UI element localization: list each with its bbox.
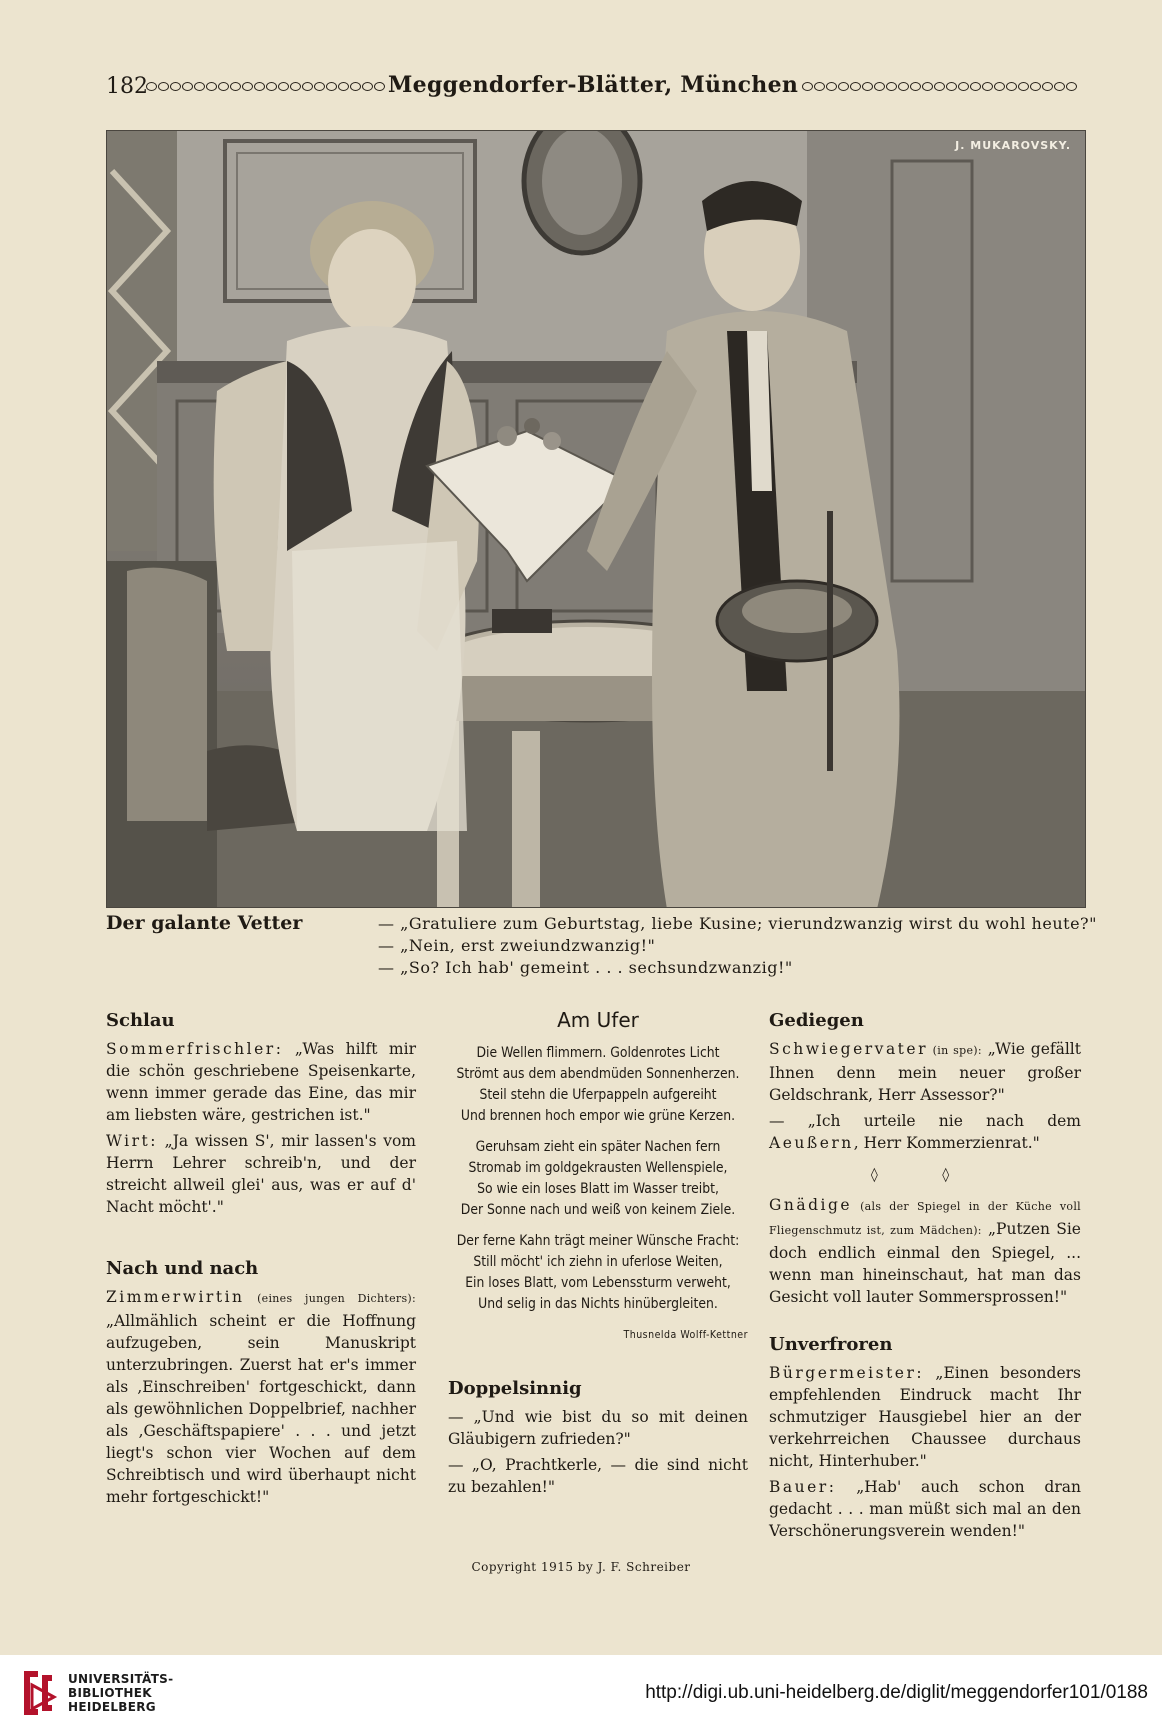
illustration-scene xyxy=(107,131,1086,908)
library-name-line: HEIDELBERG xyxy=(68,1700,156,1714)
paragraph-text: „Was hilft mir die schön geschriebene Speisenkarte, wenn immer gerade das Eine, das mir am liebsten wäre, gestrichen ist." xyxy=(106,1040,416,1124)
poem-author: Thusnelda Wolff-Kettner xyxy=(623,1329,748,1341)
section-separator: ◊ ◊ xyxy=(870,1167,980,1183)
poem-stanza-1 xyxy=(448,1043,748,1127)
doppelsinnig-line-1: — „Und wie bist du so mit deinen Gläubigern zufrieden?" xyxy=(448,1408,748,1448)
poem-line: Der Sonne nach und weiß von keinem Ziele. xyxy=(460,1202,736,1218)
speaker-name: Schwiegervater xyxy=(769,1040,928,1058)
paragraph-text: „Allmählich scheint er die Hoffnung aufzugeben, sein Manuskript unterzubringen. Zuerst hat er's immer als ‚Einschreiben' fortgeschickt, dann als gewöhnlichen Doppelbrief, nachher als ‚Geschäftspapiere' . . . und jetzt liegt's schon vier Wochen auf dem Schreibtisch und wird überhaupt nicht mehr fortgeschickt!" xyxy=(106,1312,416,1506)
poem-line: Geruhsam zieht ein später Nachen fern xyxy=(475,1139,721,1155)
gediegen-paragraph-2 xyxy=(769,1110,1081,1154)
university-library-logo-icon xyxy=(18,1667,60,1719)
speaker-name: Bauer: xyxy=(769,1478,837,1496)
poem-stanza-3 xyxy=(448,1231,748,1315)
library-name-line: UNIVERSITÄTS- xyxy=(68,1672,174,1686)
speaker-name: Sommerfrischler: xyxy=(106,1040,284,1058)
unverfroren-paragraph-2 xyxy=(769,1476,1081,1542)
gediegen-paragraph-1 xyxy=(769,1038,1081,1106)
source-url-link[interactable]: http://digi.ub.uni-heidelberg.de/diglit/meggendorfer101/0188 xyxy=(645,1682,1148,1703)
caption-line: — „Nein, erst zweiundzwanzig!" xyxy=(378,936,656,955)
page-header xyxy=(106,74,1084,104)
paragraph-text: „Einen besonders empfehlenden Eindruck macht Ihr schmutziger Hausgiebel hier an der verkehrreichen Chaussee durchaus nicht, Hinterhuber." xyxy=(769,1364,1081,1470)
journal-title: Meggendorfer-Blätter, München xyxy=(388,72,799,98)
speaker-name: Bürgermeister: xyxy=(769,1364,925,1382)
schlau-paragraph-1 xyxy=(106,1038,416,1126)
caption-line: — „So? Ich hab' gemeint . . . sechsundzwanzig!" xyxy=(378,958,793,977)
paragraph-text: „Putzen Sie doch endlich einmal den Spiegel, ... wenn man hineinschaut, hat man das Gesicht voll lauter Sommersprossen!" xyxy=(769,1220,1081,1306)
paragraph-text: „Wie gefällt Ihnen denn mein neuer großer Geldschrank, Herr Assessor?" xyxy=(769,1040,1081,1104)
library-name-line: BIBLIOTHEK xyxy=(68,1686,152,1700)
paragraph-text: — „Ich urteile nie nach dem xyxy=(769,1112,1081,1130)
caption-line: — „Gratuliere zum Geburtstag, liebe Kusine; vierundzwanzig wirst du wohl heute?" xyxy=(378,914,1097,933)
unverfroren-paragraph-1 xyxy=(769,1362,1081,1472)
right-column xyxy=(769,1010,1081,1546)
section-title-schlau: Schlau xyxy=(106,1010,175,1031)
poem-line: Und brennen hoch empor wie grüne Kerzen. xyxy=(460,1108,736,1124)
poem-title: Am Ufer xyxy=(557,1008,639,1032)
paragraph-text: , Herr Kommerzienrat." xyxy=(853,1134,1040,1152)
library-name xyxy=(68,1672,173,1714)
poem-line: Still möcht' ich ziehn in uferlose Weiten, xyxy=(473,1254,723,1270)
poem-line: Die Wellen flimmern. Goldenrotes Licht xyxy=(476,1045,720,1061)
poem-line: Stromab im goldgekrausten Wellenspiele, xyxy=(468,1160,728,1176)
poem-line: Und selig in das Nichts hinübergleiten. xyxy=(478,1296,718,1312)
section-title-nach-und-nach: Nach und nach xyxy=(106,1258,259,1279)
copyright-line: Copyright 1915 by J. F. Schreiber xyxy=(471,1560,691,1574)
section-title-doppelsinnig: Doppelsinnig xyxy=(448,1378,582,1399)
poem-line: Der ferne Kahn trägt meiner Wünsche Fracht: xyxy=(456,1233,740,1249)
speaker-name: Gnädige xyxy=(769,1196,853,1214)
caption-dialogue xyxy=(378,913,1097,979)
nach-und-nach-paragraph xyxy=(106,1286,416,1508)
emphasis-word: Aeußern xyxy=(769,1134,854,1152)
section-title-unverfroren: Unverfroren xyxy=(769,1334,893,1355)
library-footer xyxy=(0,1655,1162,1732)
speaker-note: (eines jungen Dichters): xyxy=(244,1292,416,1305)
left-column xyxy=(106,1010,416,1512)
artist-signature: J. MUKAROVSKY. xyxy=(955,139,1071,152)
speaker-note: (in spe): xyxy=(928,1044,982,1057)
paragraph-text: „Ja wissen S', mir lassen's vom Herrn Lehrer schreib'n, und der streicht allweil glei' aus, was er auf d' Nacht möcht'." xyxy=(106,1132,416,1216)
caption-title: Der galante Vetter xyxy=(106,912,303,934)
section-title-gediegen: Gediegen xyxy=(769,1010,864,1031)
illustration-galante-vetter xyxy=(106,130,1086,908)
poem-line: So wie ein loses Blatt im Wasser treibt, xyxy=(477,1181,719,1197)
speaker-name: Wirt: xyxy=(106,1132,158,1150)
speaker-name: Zimmerwirtin xyxy=(106,1288,245,1306)
page-number: 182 xyxy=(106,74,148,99)
gnaedige-paragraph xyxy=(769,1194,1081,1308)
poem-line: Strömt aus dem abendmüden Sonnenherzen. xyxy=(456,1066,740,1082)
poem-line: Steil stehn die Uferpappeln aufgereiht xyxy=(479,1087,717,1103)
poem-line: Ein loses Blatt, vom Lebenssturm verweht, xyxy=(465,1275,731,1291)
header-ornament-left xyxy=(146,82,385,94)
poem-stanza-2 xyxy=(448,1137,748,1221)
doppelsinnig-section xyxy=(448,1378,748,1498)
middle-column xyxy=(448,1010,748,1502)
doppelsinnig-line-2: — „O, Prachtkerle, — die sind nicht zu bezahlen!" xyxy=(448,1456,748,1496)
paragraph-text: „Hab' auch schon dran gedacht . . . man müßt sich mal an den Verschönerungsverein wenden!" xyxy=(769,1478,1081,1540)
speaker-note: (als der Spiegel in der Küche voll Fliegenschmutz ist, zum Mädchen): xyxy=(769,1200,1081,1237)
header-ornament-right xyxy=(802,82,1077,94)
schlau-paragraph-2 xyxy=(106,1130,416,1218)
